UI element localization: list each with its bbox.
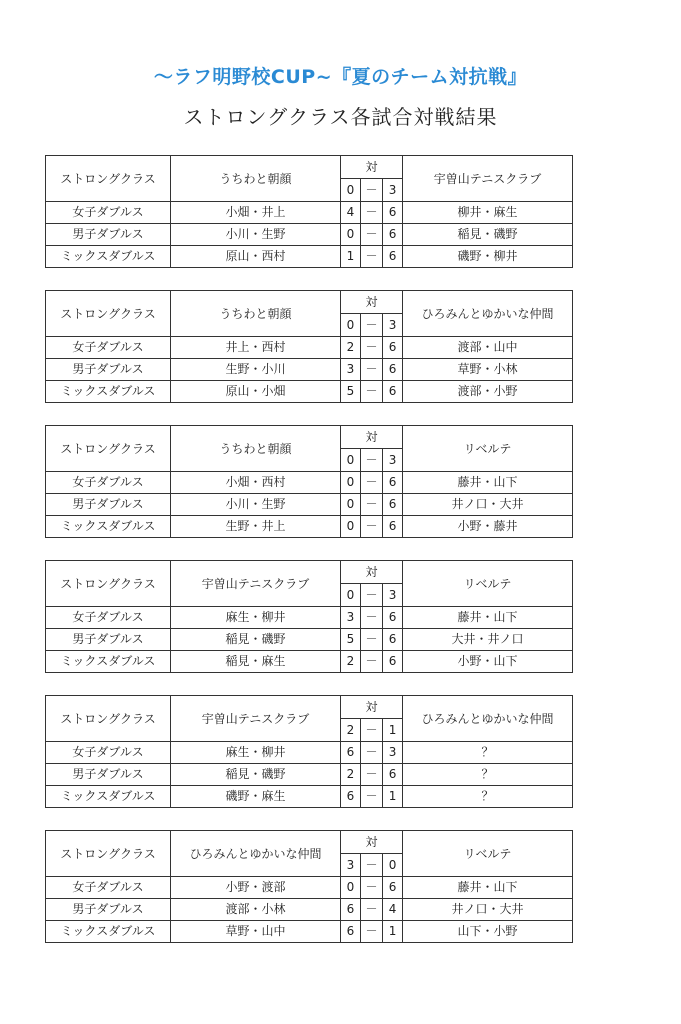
score-dash: －: [361, 494, 383, 516]
total-score-b: 3: [383, 584, 403, 607]
vs-label: 対: [341, 291, 403, 314]
score-dash: －: [361, 877, 383, 899]
score-dash: －: [361, 921, 383, 943]
game-type: 男子ダブルス: [46, 224, 171, 246]
game-row: [46, 877, 573, 899]
pair-a: 稲見・磯野: [171, 629, 341, 651]
team-b-name: 宇曽山テニスクラブ: [403, 156, 573, 202]
total-score-a: 3: [341, 854, 361, 877]
pair-b: ？: [403, 742, 573, 764]
game-row: [46, 381, 573, 403]
pair-a: 原山・小畑: [171, 381, 341, 403]
match-header-row: [46, 696, 573, 719]
score-dash: －: [361, 359, 383, 381]
game-score-a: 3: [341, 607, 361, 629]
game-type: 女子ダブルス: [46, 202, 171, 224]
pair-b: 藤井・山下: [403, 472, 573, 494]
score-dash: －: [361, 449, 383, 472]
game-score-a: 4: [341, 202, 361, 224]
pair-b: 小野・山下: [403, 651, 573, 673]
team-a-name: うちわと朝顔: [171, 426, 341, 472]
game-score-a: 1: [341, 246, 361, 268]
vs-label: 対: [341, 426, 403, 449]
total-score-a: 0: [341, 314, 361, 337]
score-dash: －: [361, 202, 383, 224]
pair-b: 稲見・磯野: [403, 224, 573, 246]
class-label: ストロングクラス: [46, 696, 171, 742]
pair-b: 小野・藤井: [403, 516, 573, 538]
pair-b: 柳井・麻生: [403, 202, 573, 224]
score-dash: －: [361, 337, 383, 359]
game-score-a: 2: [341, 651, 361, 673]
vs-label: 対: [341, 831, 403, 854]
game-type: 男子ダブルス: [46, 359, 171, 381]
game-score-b: 4: [383, 899, 403, 921]
game-type: ミックスダブルス: [46, 516, 171, 538]
match-header-row: [46, 831, 573, 854]
score-dash: －: [361, 472, 383, 494]
match-header-row: [46, 561, 573, 584]
game-score-a: 6: [341, 899, 361, 921]
match-results-list: [45, 155, 572, 965]
pair-a: 小野・渡部: [171, 877, 341, 899]
game-row: [46, 921, 573, 943]
match-table: [45, 560, 573, 673]
game-score-a: 5: [341, 381, 361, 403]
total-score-b: 3: [383, 314, 403, 337]
score-dash: －: [361, 786, 383, 808]
game-score-a: 0: [341, 877, 361, 899]
pair-a: 生野・井上: [171, 516, 341, 538]
score-dash: －: [361, 381, 383, 403]
match-table: [45, 695, 573, 808]
match-header-row: [46, 156, 573, 179]
game-row: [46, 472, 573, 494]
game-score-b: 6: [383, 224, 403, 246]
class-label: ストロングクラス: [46, 426, 171, 472]
game-type: 女子ダブルス: [46, 742, 171, 764]
game-row: [46, 202, 573, 224]
game-type: 男子ダブルス: [46, 899, 171, 921]
game-score-a: 3: [341, 359, 361, 381]
score-dash: －: [361, 629, 383, 651]
class-label: ストロングクラス: [46, 156, 171, 202]
game-row: [46, 764, 573, 786]
team-b-name: リベルテ: [403, 561, 573, 607]
pair-a: 麻生・柳井: [171, 607, 341, 629]
total-score-b: 1: [383, 719, 403, 742]
team-a-name: 宇曽山テニスクラブ: [171, 696, 341, 742]
team-b-name: ひろみんとゆかいな仲間: [403, 291, 573, 337]
pair-a: 原山・西村: [171, 246, 341, 268]
team-a-name: 宇曽山テニスクラブ: [171, 561, 341, 607]
class-label: ストロングクラス: [46, 831, 171, 877]
pair-a: 磯野・麻生: [171, 786, 341, 808]
game-type: 女子ダブルス: [46, 607, 171, 629]
game-score-b: 6: [383, 764, 403, 786]
game-row: [46, 516, 573, 538]
game-type: 女子ダブルス: [46, 877, 171, 899]
score-dash: －: [361, 179, 383, 202]
game-score-b: 6: [383, 516, 403, 538]
game-score-b: 6: [383, 246, 403, 268]
game-score-b: 1: [383, 921, 403, 943]
game-type: 女子ダブルス: [46, 337, 171, 359]
pair-a: 小川・生野: [171, 494, 341, 516]
vs-label: 対: [341, 696, 403, 719]
vs-label: 対: [341, 156, 403, 179]
score-dash: －: [361, 854, 383, 877]
pair-b: 山下・小野: [403, 921, 573, 943]
game-score-b: 6: [383, 877, 403, 899]
match-table: [45, 290, 573, 403]
game-row: [46, 651, 573, 673]
total-score-a: 0: [341, 584, 361, 607]
game-score-a: 5: [341, 629, 361, 651]
total-score-b: 3: [383, 449, 403, 472]
game-type: 男子ダブルス: [46, 629, 171, 651]
score-dash: －: [361, 607, 383, 629]
results-subtitle: ストロングクラス各試合対戦結果: [183, 105, 498, 129]
pair-a: 草野・山中: [171, 921, 341, 943]
vs-label: 対: [341, 561, 403, 584]
pair-a: 稲見・磯野: [171, 764, 341, 786]
game-row: [46, 899, 573, 921]
score-dash: －: [361, 516, 383, 538]
match-header-row: [46, 291, 573, 314]
game-score-b: 6: [383, 337, 403, 359]
game-score-b: 3: [383, 742, 403, 764]
game-score-b: 6: [383, 381, 403, 403]
pair-a: 生野・小川: [171, 359, 341, 381]
game-score-a: 2: [341, 337, 361, 359]
pair-b: ？: [403, 764, 573, 786]
pair-a: 稲見・麻生: [171, 651, 341, 673]
pair-b: 大井・井ノ口: [403, 629, 573, 651]
pair-a: 渡部・小林: [171, 899, 341, 921]
game-row: [46, 494, 573, 516]
game-score-a: 6: [341, 921, 361, 943]
game-score-b: 6: [383, 472, 403, 494]
class-label: ストロングクラス: [46, 291, 171, 337]
game-type: ミックスダブルス: [46, 651, 171, 673]
score-dash: －: [361, 651, 383, 673]
game-type: ミックスダブルス: [46, 786, 171, 808]
game-score-a: 0: [341, 472, 361, 494]
pair-b: 藤井・山下: [403, 607, 573, 629]
game-score-b: 6: [383, 607, 403, 629]
score-dash: －: [361, 719, 383, 742]
pair-b: 藤井・山下: [403, 877, 573, 899]
game-row: [46, 786, 573, 808]
tournament-title: ～ラフ明野校CUP~『夏のチーム対抗戦』: [153, 66, 528, 88]
game-score-a: 0: [341, 494, 361, 516]
pair-a: 麻生・柳井: [171, 742, 341, 764]
total-score-b: 0: [383, 854, 403, 877]
game-type: ミックスダブルス: [46, 921, 171, 943]
game-score-a: 0: [341, 516, 361, 538]
score-dash: －: [361, 742, 383, 764]
team-a-name: ひろみんとゆかいな仲間: [171, 831, 341, 877]
pair-a: 井上・西村: [171, 337, 341, 359]
score-dash: －: [361, 224, 383, 246]
total-score-a: 2: [341, 719, 361, 742]
pair-a: 小畑・西村: [171, 472, 341, 494]
score-dash: －: [361, 314, 383, 337]
game-score-a: 6: [341, 786, 361, 808]
game-score-b: 6: [383, 651, 403, 673]
game-type: ミックスダブルス: [46, 246, 171, 268]
total-score-a: 0: [341, 179, 361, 202]
game-type: ミックスダブルス: [46, 381, 171, 403]
score-dash: －: [361, 764, 383, 786]
pair-b: 草野・小林: [403, 359, 573, 381]
team-b-name: リベルテ: [403, 426, 573, 472]
game-score-b: 6: [383, 494, 403, 516]
game-type: 男子ダブルス: [46, 494, 171, 516]
class-label: ストロングクラス: [46, 561, 171, 607]
game-type: 女子ダブルス: [46, 472, 171, 494]
game-row: [46, 607, 573, 629]
match-header-row: [46, 426, 573, 449]
match-table: [45, 425, 573, 538]
match-table: [45, 830, 573, 943]
game-score-b: 6: [383, 629, 403, 651]
pair-b: 井ノ口・大井: [403, 899, 573, 921]
total-score-a: 0: [341, 449, 361, 472]
game-score-a: 0: [341, 224, 361, 246]
game-score-a: 2: [341, 764, 361, 786]
game-score-b: 6: [383, 202, 403, 224]
pair-b: ？: [403, 786, 573, 808]
game-row: [46, 629, 573, 651]
game-row: [46, 224, 573, 246]
team-b-name: リベルテ: [403, 831, 573, 877]
pair-a: 小畑・井上: [171, 202, 341, 224]
pair-b: 渡部・小野: [403, 381, 573, 403]
team-a-name: うちわと朝顔: [171, 291, 341, 337]
team-b-name: ひろみんとゆかいな仲間: [403, 696, 573, 742]
score-dash: －: [361, 899, 383, 921]
pair-b: 渡部・山中: [403, 337, 573, 359]
pair-b: 磯野・柳井: [403, 246, 573, 268]
match-table: [45, 155, 573, 268]
score-dash: －: [361, 584, 383, 607]
pair-a: 小川・生野: [171, 224, 341, 246]
game-score-a: 6: [341, 742, 361, 764]
game-score-b: 1: [383, 786, 403, 808]
game-row: [46, 359, 573, 381]
game-score-b: 6: [383, 359, 403, 381]
pair-b: 井ノ口・大井: [403, 494, 573, 516]
game-row: [46, 337, 573, 359]
team-a-name: うちわと朝顔: [171, 156, 341, 202]
game-row: [46, 742, 573, 764]
game-row: [46, 246, 573, 268]
score-dash: －: [361, 246, 383, 268]
game-type: 男子ダブルス: [46, 764, 171, 786]
total-score-b: 3: [383, 179, 403, 202]
